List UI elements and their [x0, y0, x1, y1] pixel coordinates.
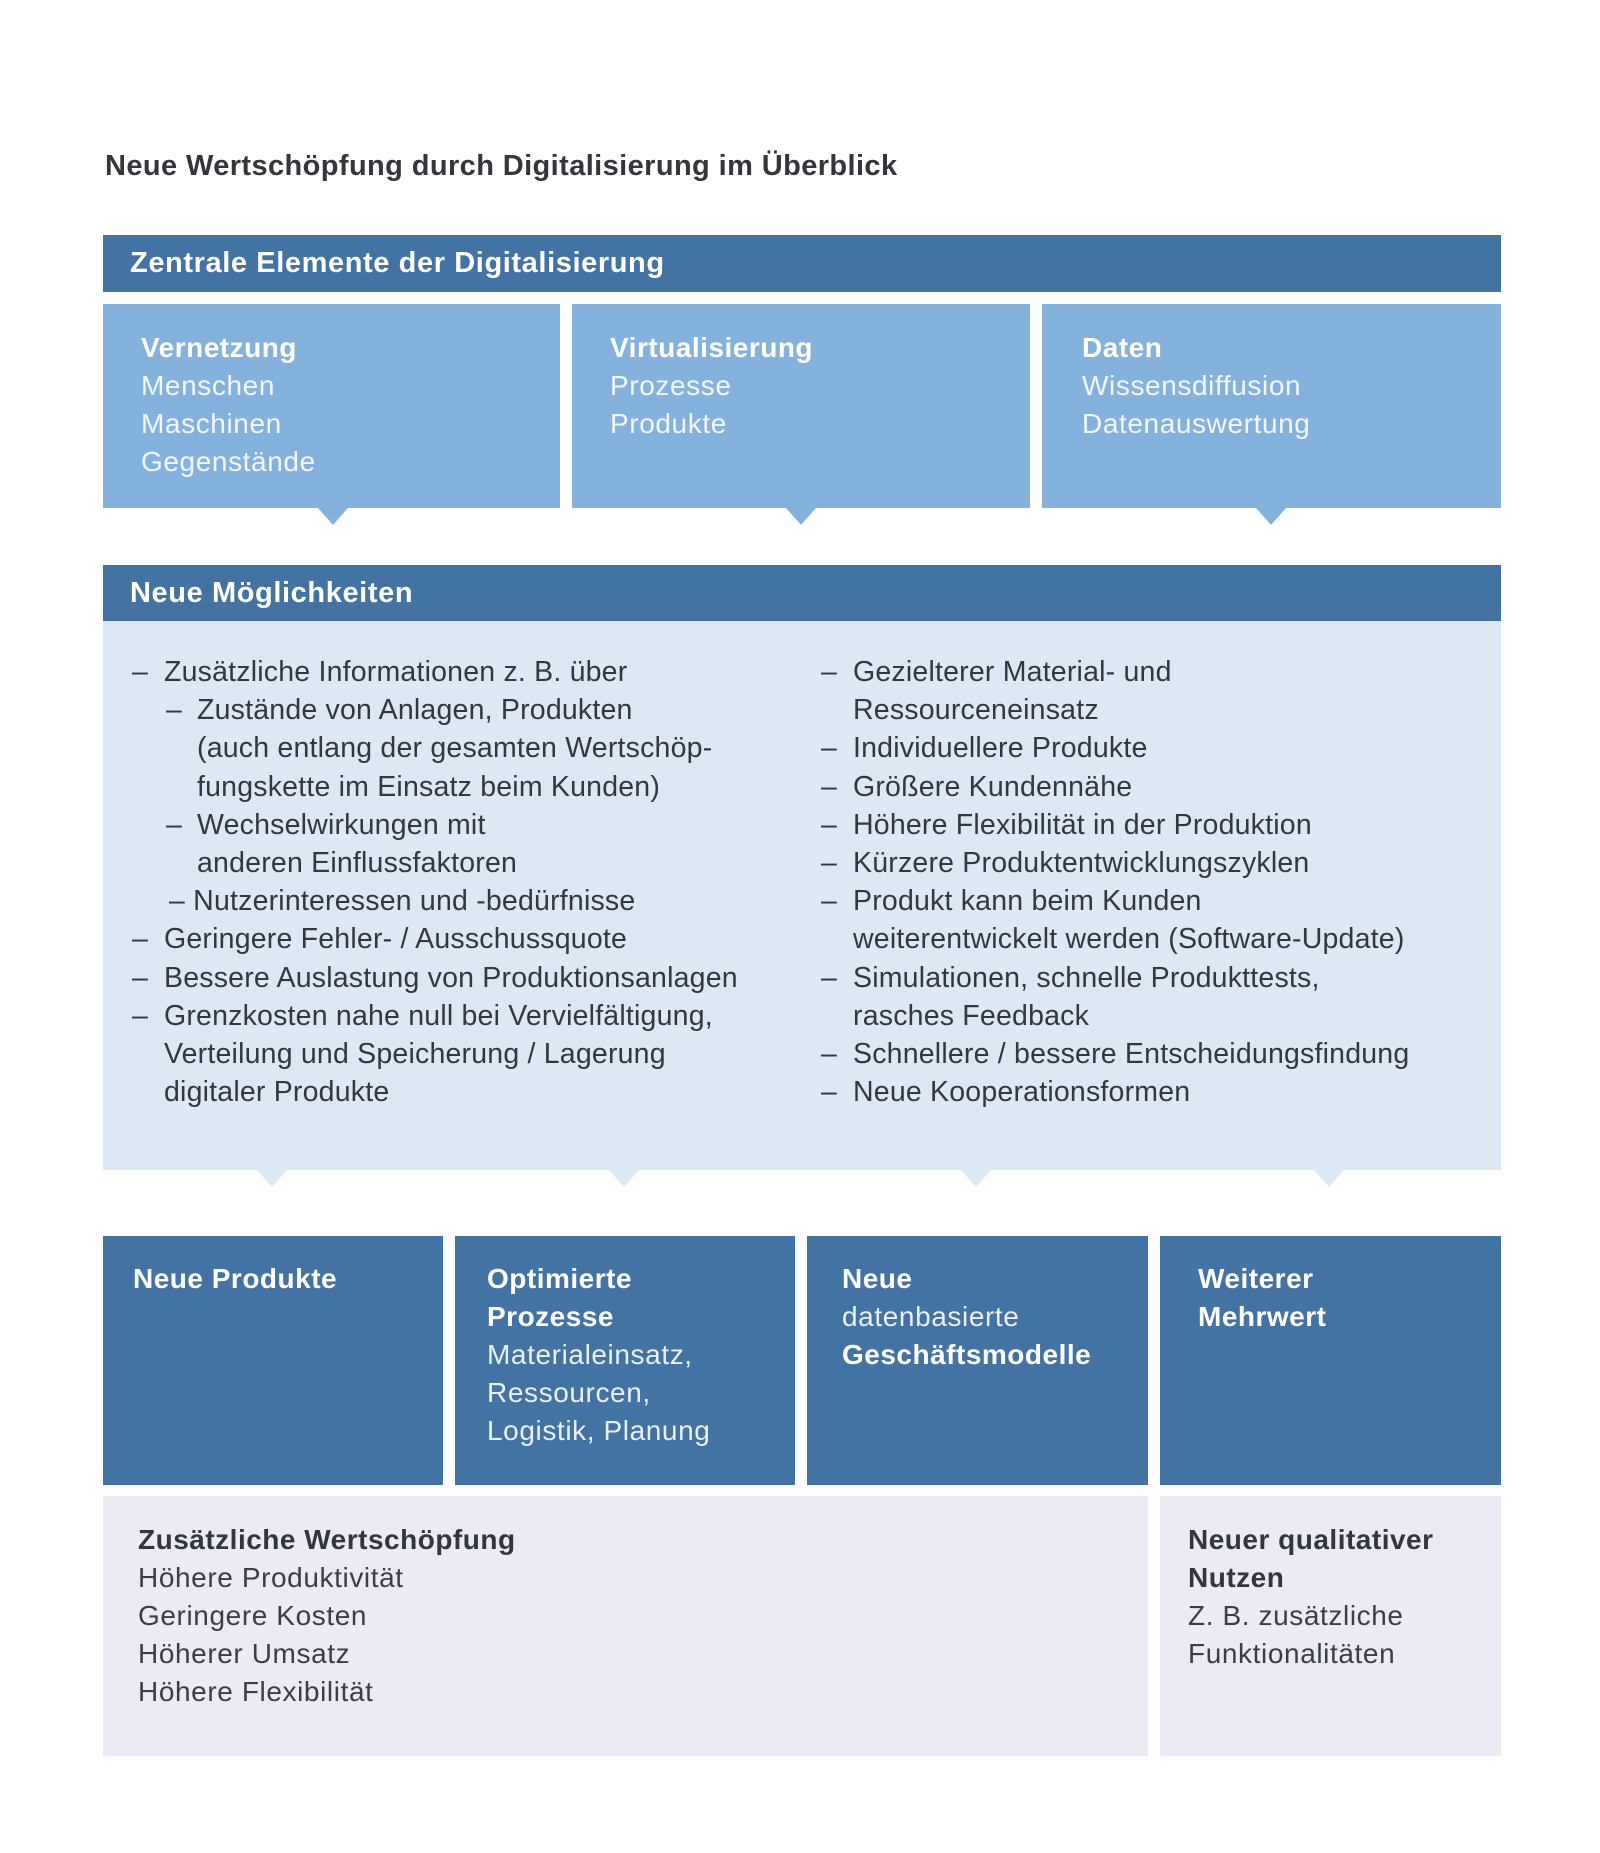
outcome-data-business-models [807, 1236, 1148, 1485]
list-item: – Schnellere / bessere Entscheidungsfindung [853, 1035, 1409, 1073]
dash-marker: – [821, 847, 838, 880]
list-item-continuation: weiterentwickelt werden (Software-Update) [853, 923, 1405, 956]
outcome-line: Logistik, Planung [487, 1415, 711, 1446]
outcome-title: Optimierte [487, 1263, 633, 1294]
list-item-continuation: Verteilung und Speicherung / Lagerung [164, 1038, 666, 1071]
connector-arrow [1256, 508, 1286, 525]
list-item: – Kürzere Produktentwicklungszyklen [853, 844, 1409, 882]
result-item: Funktionalitäten [1188, 1638, 1396, 1669]
connector-arrow [609, 1170, 639, 1187]
result-title: Zusätzliche Wertschöpfung [138, 1524, 516, 1555]
list-item: – Gezielterer Material- und [853, 653, 1409, 691]
result-qualitative-benefit [1160, 1496, 1501, 1756]
outcome-title: Weiterer [1198, 1263, 1314, 1294]
list-item: – Geringere Fehler- / Ausschussquote [164, 920, 738, 958]
dash-marker: – [821, 961, 838, 994]
elements-band: Zentrale Elemente der Digitalisierung [103, 235, 1501, 292]
outcome-further-value [1160, 1236, 1501, 1485]
element-box-virtualisierung [572, 304, 1030, 508]
possibilities-band: Neue Möglichkeiten [103, 565, 1501, 622]
element-title: Vernetzung [141, 332, 297, 363]
result-item: Z. B. zusätzliche [1188, 1600, 1404, 1631]
element-box-vernetzung [103, 304, 560, 508]
result-added-value [103, 1496, 1148, 1756]
element-title: Virtualisierung [610, 332, 814, 363]
list-item: – Individuellere Produkte [853, 729, 1409, 767]
list-subitem-continuation: fungskette im Einsatz beim Kunden) [197, 770, 661, 803]
element-item: Produkte [610, 408, 727, 439]
list-item-continuation: digitaler Produkte [164, 1076, 390, 1109]
element-box-daten [1042, 304, 1501, 508]
element-item: Maschinen [141, 408, 282, 439]
connector-arrow [257, 1170, 287, 1187]
dash-marker: – [132, 656, 149, 688]
dash-marker: – [821, 885, 838, 918]
outcome-title: Mehrwert [1198, 1301, 1327, 1332]
dash-marker: – [821, 1038, 838, 1071]
outcome-line: Materialeinsatz, [487, 1339, 693, 1370]
list-item: – Produkt kann beim Kunden [853, 882, 1409, 920]
element-title: Daten [1082, 332, 1163, 363]
diagram-title: Neue Wertschöpfung durch Digitalisierung im Überblick [105, 150, 898, 182]
connector-arrow [961, 1170, 991, 1187]
result-item: Höhere Flexibilität [138, 1676, 374, 1707]
result-item: Höhere Produktivität [138, 1562, 404, 1593]
dash-marker: – [132, 923, 149, 956]
outcome-title: Neue Produkte [133, 1263, 338, 1294]
element-item: Gegenstände [141, 446, 316, 477]
connector-arrow [318, 508, 348, 525]
list-subitem: – Nutzerinteressen und -bedürfnisse [169, 885, 636, 918]
list-subitem: – Wechselwirkungen mit [197, 806, 738, 844]
list-item-continuation: Ressourceneinsatz [853, 694, 1099, 727]
list-subitem-continuation: anderen Einflussfaktoren [197, 847, 518, 880]
dash-marker: – [821, 770, 838, 803]
list-item: – Höhere Flexibilität in der Produktion [853, 806, 1409, 844]
outcome-title: Neue [842, 1263, 913, 1294]
element-item: Datenauswertung [1082, 408, 1311, 439]
dash-marker: – [132, 999, 149, 1032]
list-item: – Grenzkosten nahe null bei Vervielfältigung, [164, 997, 738, 1035]
list-subitem-continuation: (auch entlang der gesamten Wertschöp- [197, 732, 713, 765]
outcome-optimized-processes [455, 1236, 795, 1485]
outcome-title: Prozesse [487, 1301, 614, 1332]
possibilities-right-column [821, 653, 1410, 1111]
element-item: Menschen [141, 370, 275, 401]
list-item-continuation: rasches Feedback [853, 999, 1090, 1032]
outcome-line: datenbasierte [842, 1301, 1020, 1332]
result-item: Geringere Kosten [138, 1600, 368, 1631]
list-item: – Größere Kundennähe [853, 768, 1409, 806]
list-subitem: – Zustände von Anlagen, Produkten [197, 691, 738, 729]
list-item: – Simulationen, schnelle Produkttests, [853, 959, 1409, 997]
list-item: – Bessere Auslastung von Produktionsanlagen [164, 959, 738, 997]
outcome-line: Ressourcen, [487, 1377, 651, 1408]
dash-marker: – [821, 732, 838, 765]
element-item: Prozesse [610, 370, 732, 401]
dash-marker: – [821, 1076, 838, 1109]
possibilities-left-column [132, 653, 738, 1111]
list-item: – Zusätzliche Informationen z. B. über [164, 653, 738, 691]
outcome-new-products [103, 1236, 443, 1485]
element-item: Wissensdiffusion [1082, 370, 1302, 401]
outcome-title: Geschäftsmodelle [842, 1339, 1092, 1370]
list-item: – Neue Kooperationsformen [853, 1073, 1409, 1111]
dash-marker: – [166, 808, 183, 841]
result-item: Höherer Umsatz [138, 1638, 351, 1669]
result-title: Nutzen [1188, 1562, 1285, 1593]
connector-arrow [786, 508, 816, 525]
possibilities-panel [103, 621, 1501, 1170]
connector-arrow [1314, 1170, 1344, 1187]
dash-marker: – [821, 808, 838, 841]
dash-marker: – [166, 694, 183, 727]
result-title: Neuer qualitativer [1188, 1524, 1434, 1555]
dash-marker: – [132, 961, 149, 994]
dash-marker: – [821, 656, 838, 688]
